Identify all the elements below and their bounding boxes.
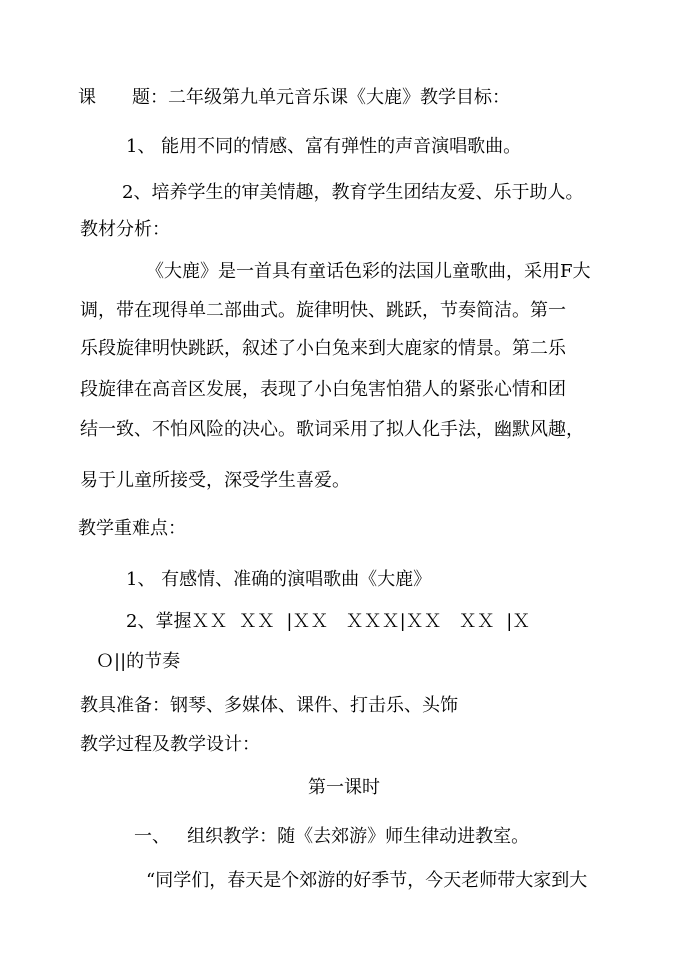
section-heading-analysis: 教材分析：	[80, 219, 170, 240]
key-point-item: 2、掌握ＸＸ ＸＸ |ＸＸ ＸＸＸ|ＸＸ ＸＸ |Ｘ	[126, 611, 531, 632]
analysis-paragraph-line: 调，带在现得单二部曲式。旋律明快、跳跃，节奏简洁。第一	[80, 300, 566, 321]
analysis-paragraph-line: 易于儿童所接受，深受学生喜爱。	[80, 470, 350, 491]
section-heading-key-points: 教学重难点：	[78, 518, 186, 539]
analysis-paragraph-line: 段旋律在高音区发展，表现了小白兔害怕猎人的紧张心情和团	[80, 379, 566, 400]
step-item: 一、 组织教学：随《去郊游》师生律动进教室。	[134, 826, 530, 847]
lesson-title: 题：二年级第九单元音乐课《大鹿》教学目标：	[132, 87, 510, 108]
goal-item: 2、培养学生的审美情趣，教育学生团结友爱、乐于助人。	[122, 182, 584, 203]
materials-line: 教具准备：钢琴、多媒体、课件、打击乐、头饰	[80, 695, 458, 716]
lesson-title-label: 课	[78, 87, 96, 108]
session-title: 第一课时	[308, 777, 380, 798]
key-point-item-continued: Ｏ||的节奏	[96, 651, 181, 672]
analysis-paragraph-line: 乐段旋律明快跳跃，叙述了小白兔来到大鹿家的情景。第二乐	[80, 338, 566, 359]
key-point-item: 1、 有感情、准确的演唱歌曲《大鹿》	[126, 569, 432, 590]
goal-item: 1、 能用不同的情感、富有弹性的声音演唱歌曲。	[126, 136, 522, 157]
section-heading-process: 教学过程及教学设计：	[80, 734, 260, 755]
analysis-paragraph-line: 结一致、不怕风险的决心。歌词采用了拟人化手法，幽默风趣，	[80, 419, 584, 440]
analysis-paragraph-line: 《大鹿》是一首具有童话色彩的法国儿童歌曲，采用F大	[146, 261, 591, 282]
step-text-line: “同学们，春天是个郊游的好季节，今天老师带大家到大	[146, 870, 588, 891]
